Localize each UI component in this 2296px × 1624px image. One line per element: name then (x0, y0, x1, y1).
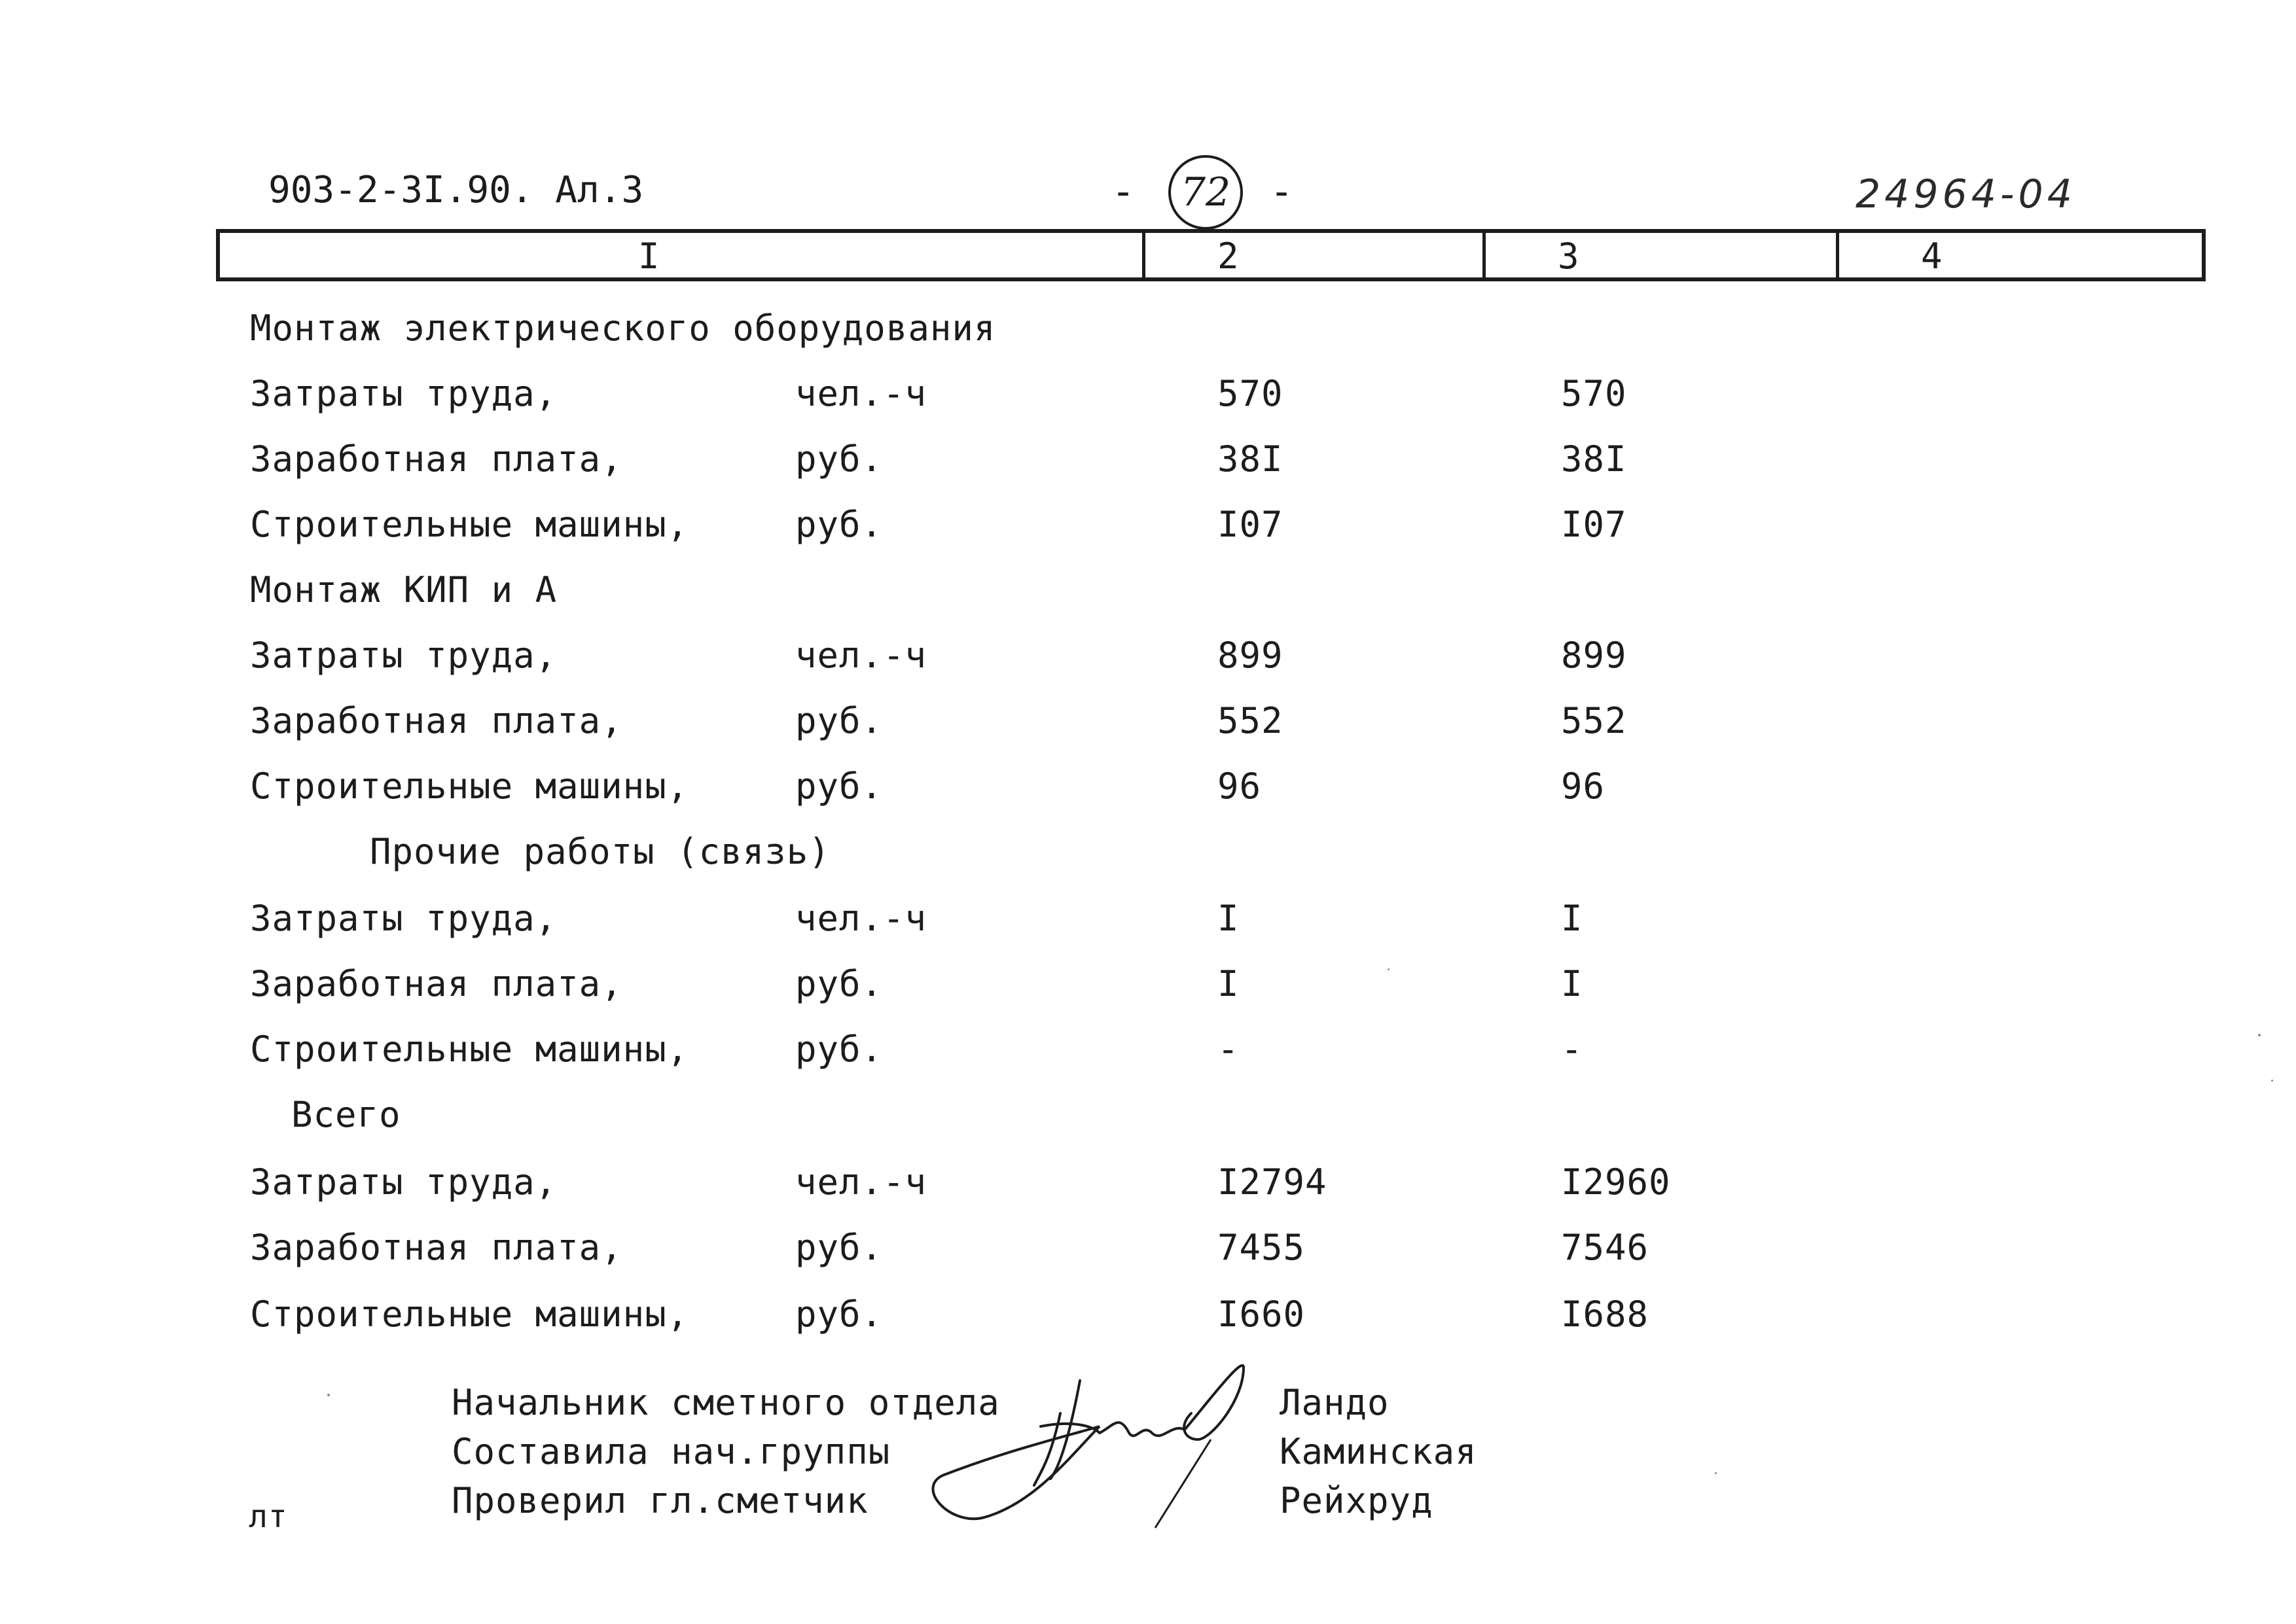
column-header-bar (216, 229, 2206, 281)
row-unit: чел.-ч (795, 635, 927, 676)
row-value-col3: 552 (1561, 700, 1627, 741)
row-value-col3: I07 (1561, 504, 1627, 545)
scan-speck (327, 1394, 330, 1396)
row-label: Заработная плата, (250, 438, 623, 480)
section-title: Всего (291, 1094, 401, 1135)
row-unit: руб. (795, 1294, 884, 1335)
row-value-col2: 38I (1217, 438, 1283, 480)
column-separator (1836, 230, 1839, 280)
row-value-col2: 7455 (1217, 1227, 1306, 1268)
row-value-col3: 38I (1561, 438, 1627, 480)
row-label: Затраты труда, (250, 373, 558, 414)
scan-speck (2271, 1080, 2273, 1082)
row-value-col2: 570 (1217, 373, 1283, 414)
section-title: Прочие работы (связь) (370, 831, 831, 872)
row-label: Заработная плата, (250, 963, 623, 1004)
row-value-col3: - (1561, 1029, 1583, 1070)
signature-role: Начальник сметного отдела (452, 1382, 1000, 1423)
row-value-col3: I688 (1561, 1294, 1649, 1335)
row-unit: руб. (795, 1029, 884, 1070)
row-label: Затраты труда, (250, 898, 558, 939)
row-unit: руб. (795, 504, 884, 545)
row-value-col2: 96 (1217, 766, 1262, 807)
scan-speck (1388, 968, 1390, 970)
row-label: Затраты труда, (250, 1161, 558, 1203)
signature-name: Каминская (1280, 1431, 1477, 1472)
row-value-col2: I2794 (1217, 1161, 1327, 1203)
row-label: Строительные машины, (250, 1294, 689, 1335)
row-value-col2: 899 (1217, 635, 1283, 676)
column-separator (1142, 230, 1145, 280)
page-number: 72 (1168, 155, 1243, 230)
row-unit: руб. (795, 1227, 884, 1268)
row-value-col2: I660 (1217, 1294, 1306, 1335)
column-number-3: 3 (1558, 236, 1579, 277)
row-value-col2: - (1217, 1029, 1240, 1070)
row-value-col2: I07 (1217, 504, 1283, 545)
scan-speck (1715, 1472, 1717, 1474)
handwritten-signature (903, 1328, 1270, 1538)
row-value-col2: I (1217, 963, 1240, 1004)
row-value-col3: 899 (1561, 635, 1627, 676)
row-unit: руб. (795, 700, 884, 741)
page-dash-right: - (1270, 169, 1294, 215)
row-label: Строительные машины, (250, 1029, 689, 1070)
row-unit: чел.-ч (795, 373, 927, 414)
signature-name: Ландо (1280, 1382, 1390, 1423)
column-number-4: 4 (1921, 236, 1943, 277)
row-value-col3: 7546 (1561, 1227, 1649, 1268)
document-code: 903-2-3I.90. Ал.3 (268, 169, 644, 211)
row-value-col3: I (1561, 898, 1583, 939)
row-label: Заработная плата, (250, 700, 623, 741)
signature-name: Рейхруд (1280, 1480, 1433, 1521)
row-value-col2: 552 (1217, 700, 1283, 741)
row-value-col3: 570 (1561, 373, 1627, 414)
row-unit: руб. (795, 963, 884, 1004)
row-unit: руб. (795, 438, 884, 480)
section-title: Монтаж электрического оборудования (250, 308, 996, 349)
row-label: Заработная плата, (250, 1227, 623, 1268)
footer-mark: лт (249, 1498, 288, 1535)
scan-speck (2258, 1034, 2261, 1036)
row-value-col3: I (1561, 963, 1583, 1004)
row-value-col3: 96 (1561, 766, 1605, 807)
column-number-2: 2 (1217, 236, 1239, 277)
row-value-col3: I2960 (1561, 1161, 1671, 1203)
row-label: Строительные машины, (250, 504, 689, 545)
column-separator (1482, 230, 1486, 280)
row-unit: чел.-ч (795, 1161, 927, 1203)
row-label: Строительные машины, (250, 766, 689, 807)
row-value-col2: I (1217, 898, 1240, 939)
row-label: Затраты труда, (250, 635, 558, 676)
signature-role: Проверил гл.сметчик (452, 1480, 869, 1521)
section-title: Монтаж КИП и А (250, 569, 558, 610)
column-number-1: I (638, 236, 660, 277)
row-unit: руб. (795, 766, 884, 807)
handwritten-code: 24964-04 (1856, 171, 2076, 217)
signature-role: Составила нач.группы (452, 1431, 891, 1472)
row-unit: чел.-ч (795, 898, 927, 939)
page-dash-left: - (1111, 169, 1136, 215)
